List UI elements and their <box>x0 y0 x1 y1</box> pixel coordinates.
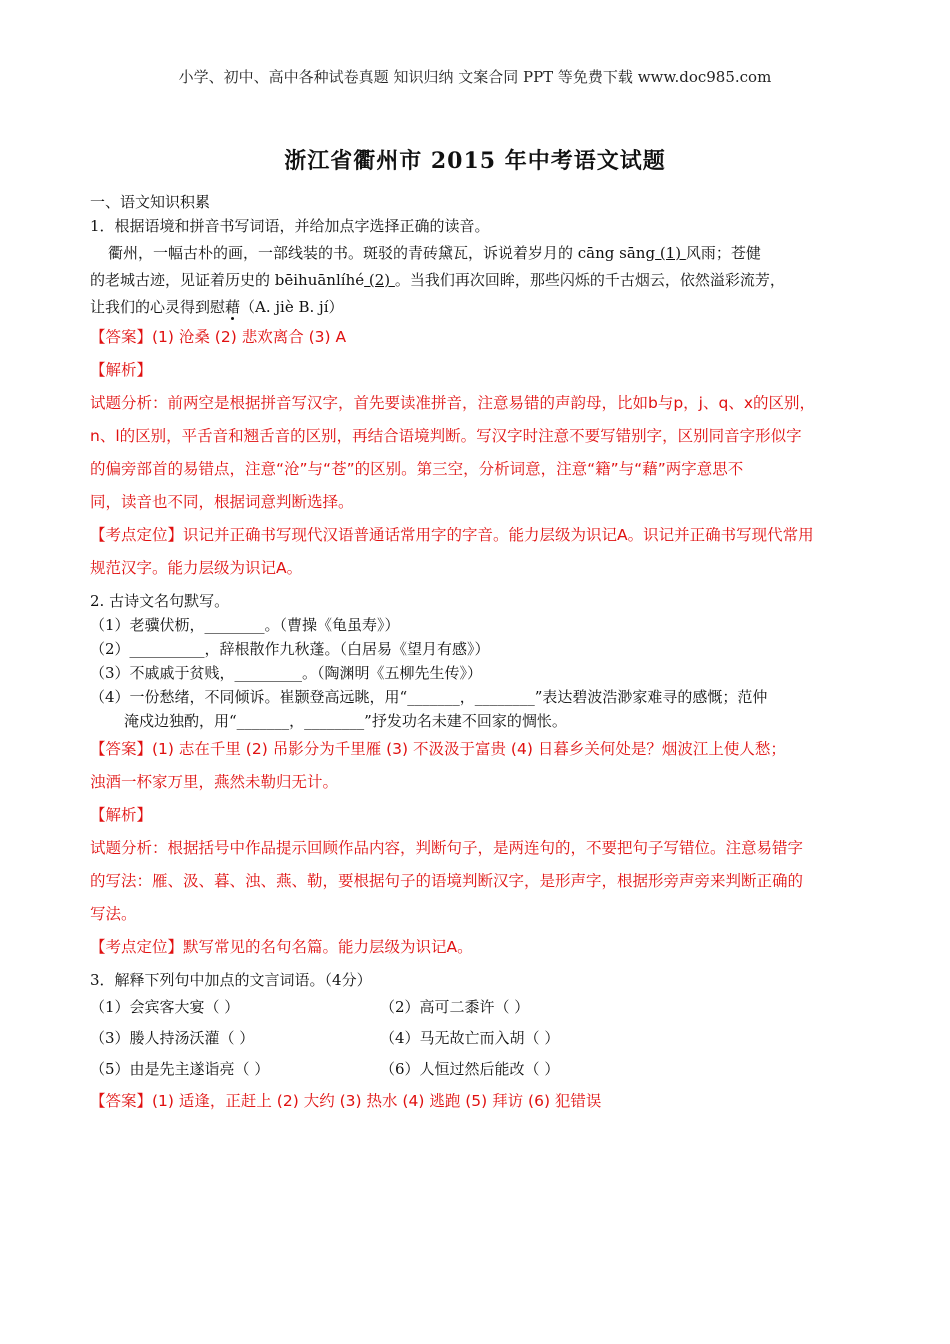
q1-passage <box>90 240 870 321</box>
q3-stem: 3．解释下列句中加点的文言词语。（4分） <box>90 971 372 989</box>
q2-analysis-line: 写法。 <box>90 905 137 923</box>
q1-kaodian-line: 规范汉字。能力层级为识记A。 <box>90 559 303 577</box>
q3-items <box>90 992 870 1085</box>
q2-item-continued: 淹戍边独酌，用“_______，________”抒发功名未建不回家的惆怅。 <box>124 712 567 730</box>
page-header: 小学、初中、高中各种试卷真题 知识归纳 文案合同 PPT 等免费下载 www.doc985.com <box>178 68 772 86</box>
q3-item: （6）人恒过然后能改（ ） <box>380 1060 560 1078</box>
q3-explanation <box>90 1085 870 1118</box>
q1-explanation <box>90 321 870 585</box>
section-heading: 一、语文知识积累 <box>90 193 211 211</box>
q1-stem: 1．根据语境和拼音书写词语，并给加点字选择正确的读音。 <box>90 217 490 235</box>
q2-analysis-line: 试题分析：根据括号中作品提示回顾作品内容，判断句子，是两连句的，不要把句子写错位。注意易错字 <box>90 839 804 857</box>
q3-item: （5）由是先主遂诣亮（ ） <box>90 1060 270 1078</box>
dotted-char: 藉 <box>225 298 241 316</box>
blank-1[interactable]: (1) <box>655 244 686 262</box>
q2-answer-line: 浊酒一杯家万里，燕然未勒归无计。 <box>90 773 339 791</box>
page-title: 浙江省衢州市 2015 年中考语文试题 <box>284 148 666 174</box>
q2-item: （3）不戚戚于贫贱，_________。（陶渊明《五柳先生传》） <box>90 664 483 682</box>
q2-explanation <box>90 733 870 964</box>
q1-analysis-line: 的偏旁部首的易错点，注意“沧”与“苍”的区别。第三空，分析词意，注意“籍”与“藉”两字意思不 <box>90 460 744 478</box>
q1-kaodian-line: 【考点定位】识记并正确书写现代汉语普通话常用字的字音。能力层级为识记A。识记并正确书写现代常用 <box>90 526 814 544</box>
q2-analysis-label: 【解析】 <box>90 806 153 824</box>
document-body <box>90 190 870 1118</box>
q3-item: （1）会宾客大宴（ ） <box>90 998 240 1016</box>
passage-line-3: 让我们的心灵得到慰藉（A. jiè B. jí） <box>90 298 344 316</box>
q1-analysis-line: n、l的区别，平舌音和翘舌音的区别，再结合语境判断。写汉字时注意不要写错别字，区别同音字形似字 <box>90 427 802 445</box>
q2-analysis-line: 的写法：雁、汲、暮、浊、燕、勒，要根据句子的语境判断汉字，是形声字，根据形旁声旁来判断正确的 <box>90 872 804 890</box>
q1-analysis-label: 【解析】 <box>90 361 153 379</box>
q3-item: （3）媵人持汤沃灌（ ） <box>90 1029 255 1047</box>
q1-analysis-line: 同，读音也不同，根据词意判断选择。 <box>90 493 354 511</box>
q2-item: （1）老骥伏枥，________。（曹操《龟虽寿》） <box>90 616 400 634</box>
q3-item: （4）马无故亡而入胡（ ） <box>380 1029 560 1047</box>
q2-answer-line: 【答案】(1) 志在千里 (2) 吊影分为千里雁 (3) 不汲汲于富贵 (4) 日暮乡关何处是？烟波江上使人愁； <box>90 740 786 758</box>
q1-answer: 【答案】(1) 沧桑 (2) 悲欢离合 (3) A <box>90 328 347 346</box>
q2-kaodian: 【考点定位】默写常见的名句名篇。能力层级为识记A。 <box>90 938 473 956</box>
passage-line-2: 的老城古迹，见证着历史的 bēihuānlíhé (2) 。当我们再次回眸，那些闪烁的千古烟云，依然溢彩流芳， <box>90 271 785 289</box>
passage-line-1: 衢州，一幅古朴的画，一部线装的书。斑驳的青砖黛瓦，诉说着岁月的 cāng sāng (1) 风雨；苍健 <box>108 244 761 262</box>
q2-stem: 2. 古诗文名句默写。 <box>90 592 230 610</box>
q1-analysis-line: 试题分析：前两空是根据拼音写汉字，首先要读准拼音，注意易错的声韵母，比如b与p，j、q、x的区别， <box>90 394 815 412</box>
q3-answer: 【答案】(1) 适逢，正赶上 (2) 大约 (3) 热水 (4) 逃跑 (5) 拜访 (6) 犯错误 <box>90 1092 602 1110</box>
q3-item: （2）高可二黍许（ ） <box>380 998 530 1016</box>
blank-2[interactable]: (2) <box>364 271 395 289</box>
q2-item: （2）__________，辞根散作九秋蓬。（白居易《望月有感》） <box>90 640 490 658</box>
q2-item: （4）一份愁绪，不同倾诉。崔颢登高远眺，用“_______，________”表达碧波浩渺家难寻的感慨；范仲 <box>90 688 768 706</box>
